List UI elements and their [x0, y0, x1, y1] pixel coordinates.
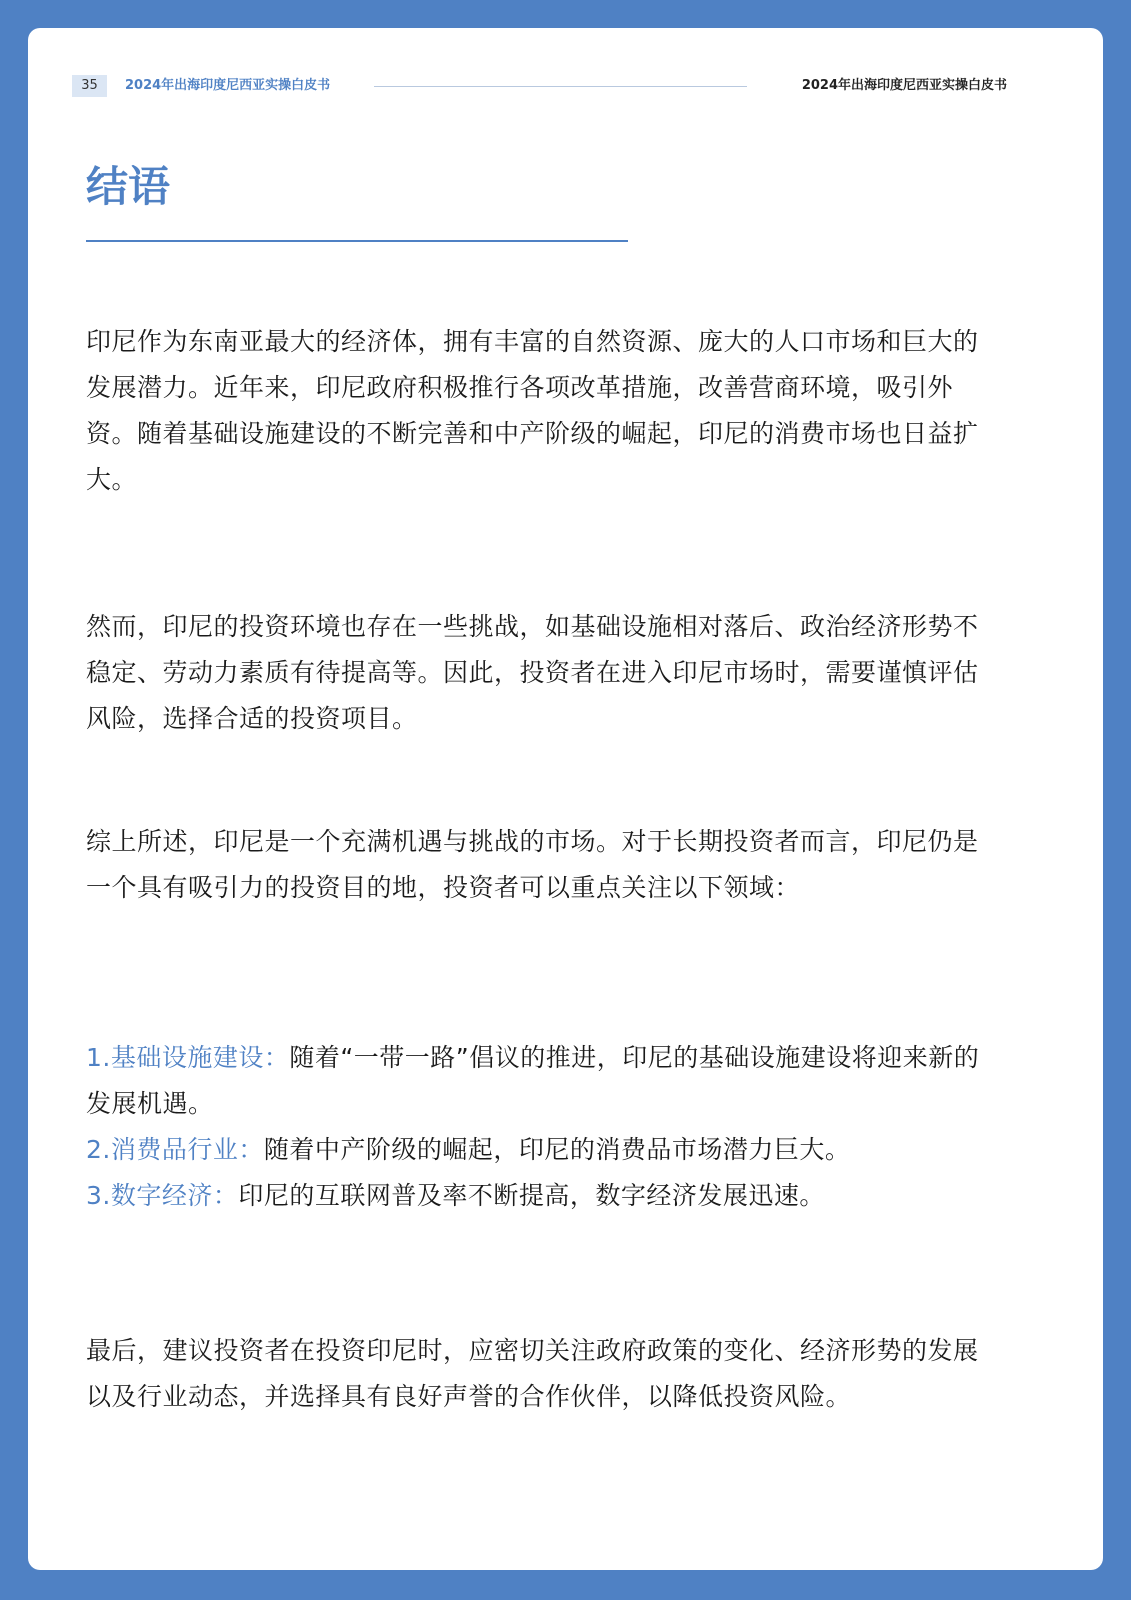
page-number: 35	[72, 75, 107, 97]
paragraph-recommendation: 最后，建议投资者在投资印尼时，应密切关注政府政策的变化、经济形势的发展以及行业动态，并选择具有良好声誉的合作伙伴，以降低投资风险。	[86, 1336, 979, 1411]
focus-list-text: 随着中产阶级的崛起，印尼的消费品市场潜力巨大。	[263, 1135, 851, 1164]
paragraph-challenges: 然而，印尼的投资环境也存在一些挑战，如基础设施相对落后、政治经济形势不稳定、劳动力素质有待提高等。因此，投资者在进入印尼市场时，需要谨慎评估风险，选择合适的投资项目。	[86, 612, 979, 733]
focus-list-label: 2.消费品行业：	[86, 1135, 264, 1164]
focus-list-label: 1.基础设施建设：	[86, 1043, 290, 1072]
focus-list-item-consumer-goods	[86, 1127, 996, 1173]
focus-list-label: 3.数字经济：	[86, 1181, 239, 1210]
paragraph-summary: 综上所述，印尼是一个充满机遇与挑战的市场。对于长期投资者而言，印尼仍是一个具有吸引力的投资目的地，投资者可以重点关注以下领域：	[86, 827, 979, 902]
focus-list	[86, 1035, 996, 1219]
focus-list-text: 随着“一带一路”倡议的推进，印尼的基础设施建设将迎来新的发展机遇。	[86, 1043, 980, 1118]
header-title-left: 2024年出海印度尼西亚实操白皮书	[125, 78, 331, 93]
section-title: 结语	[86, 162, 171, 211]
focus-list-item-digital-economy	[86, 1173, 996, 1219]
focus-list-text: 印尼的互联网普及率不断提高，数字经济发展迅速。	[238, 1181, 825, 1210]
paragraph-overview: 印尼作为东南亚最大的经济体，拥有丰富的自然资源、庞大的人口市场和巨大的发展潜力。近年来，印尼政府积极推行各项改革措施，改善营商环境，吸引外资。随着基础设施建设的不断完善和中产阶级的崛起，印尼的消费市场也日益扩大。	[86, 327, 979, 494]
title-underline	[86, 240, 628, 242]
focus-list-item-infrastructure	[86, 1035, 996, 1127]
header-divider	[374, 86, 747, 87]
header-title-right: 2024年出海印度尼西亚实操白皮书	[801, 78, 1007, 93]
page-header	[72, 75, 1007, 97]
